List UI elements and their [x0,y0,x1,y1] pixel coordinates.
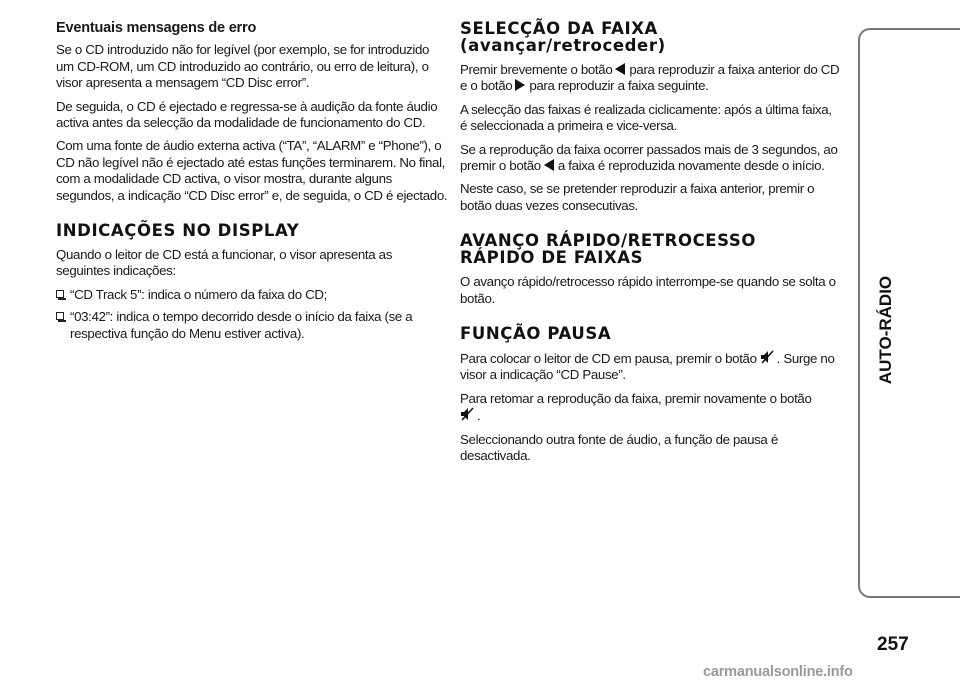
triangle-right-icon [515,79,526,91]
paragraph: Seleccionando outra fonte de áudio, a função de pausa é desactivada. [460,431,778,464]
paragraph: Quando o leitor de CD está a funcionar, o visor apresenta as seguintes indicações: [56,247,393,279]
error-messages-heading: Eventuais mensagens de erro [56,20,257,36]
paragraph: Premir brevemente o botão para reproduzir a faixa anterior do CD e o botão para reproduzir a faixa seguinte. [460,62,840,94]
fast-forward-heading: AVANÇO RÁPIDO/RETROCESSO RÁPIDO DE FAIXAS [460,231,757,268]
paragraph: Neste caso, se se pretender reproduzir a faixa anterior, premir o botão duas vezes consecutivas. [460,181,815,213]
checkbox-bullet-icon [56,312,64,320]
page-number: 257 [877,634,909,655]
paragraph: Para colocar o leitor de CD em pausa, premir o botão . Surge no visor a indicação “CD Pause”. [460,351,835,383]
paragraph: O avanço rápido/retrocesso rápido interrompe-se quando se solta o botão. [460,274,836,306]
triangle-left-icon [544,159,555,171]
list-item: “03:42”: indica o tempo decorrido desde o início da faixa (se a respectiva função do Menu estiver activa). [56,309,448,342]
right-column [460,20,840,472]
left-column [56,20,448,348]
speaker-mute-icon [460,407,474,421]
paragraph: Se o CD introduzido não for legível (por exemplo, se for introduzido um CD-ROM, um CD introduzido ao contrário, ou erro de leitura), o visor apresenta a mensagem “CD Disc error”. [56,42,430,91]
paragraph: A selecção das faixas é realizada ciclicamente: após a última faixa, é seleccionada a primeira e vice-versa. [460,101,832,134]
checkbox-bullet-icon [56,290,64,298]
pause-function-heading: FUNÇÃO PAUSA [460,324,612,344]
display-indications-heading: INDICAÇÕES NO DISPLAY [56,221,300,241]
paragraph: Com uma fonte de áudio externa activa (“TA”, “ALARM” e “Phone”), o CD não legível não é ejectado até estas funções terminarem. No final, com a modalidade CD activa, o visor mostra, durante alguns segundos, a indicação “CD Disc error” e, de seguida, o CD é ejectado. [56,138,448,203]
list-item: “CD Track 5”: indica o número da faixa do CD; [56,287,448,303]
paragraph: Se a reprodução da faixa ocorrer passados mais de 3 segundos, ao premir o botão a faixa é reproduzida novamente desde o início. [460,141,838,174]
paragraph: Para retomar a reprodução da faixa, premir novamente o botão . [460,390,812,424]
bullet-list [56,287,448,342]
triangle-left-icon [615,63,626,75]
track-selection-heading: SELECÇÃO DA FAIXA (avançar/retroceder) [460,19,666,55]
speaker-mute-icon [760,350,774,364]
paragraph: De seguida, o CD é ejectado e regressa-se à audição da fonte áudio activa antes da selecção da modalidade de funcionamento do CD. [56,98,438,131]
section-tab-label: AUTO-RÁDIO [876,275,895,385]
watermark: carmanualsonline.info [703,664,853,680]
